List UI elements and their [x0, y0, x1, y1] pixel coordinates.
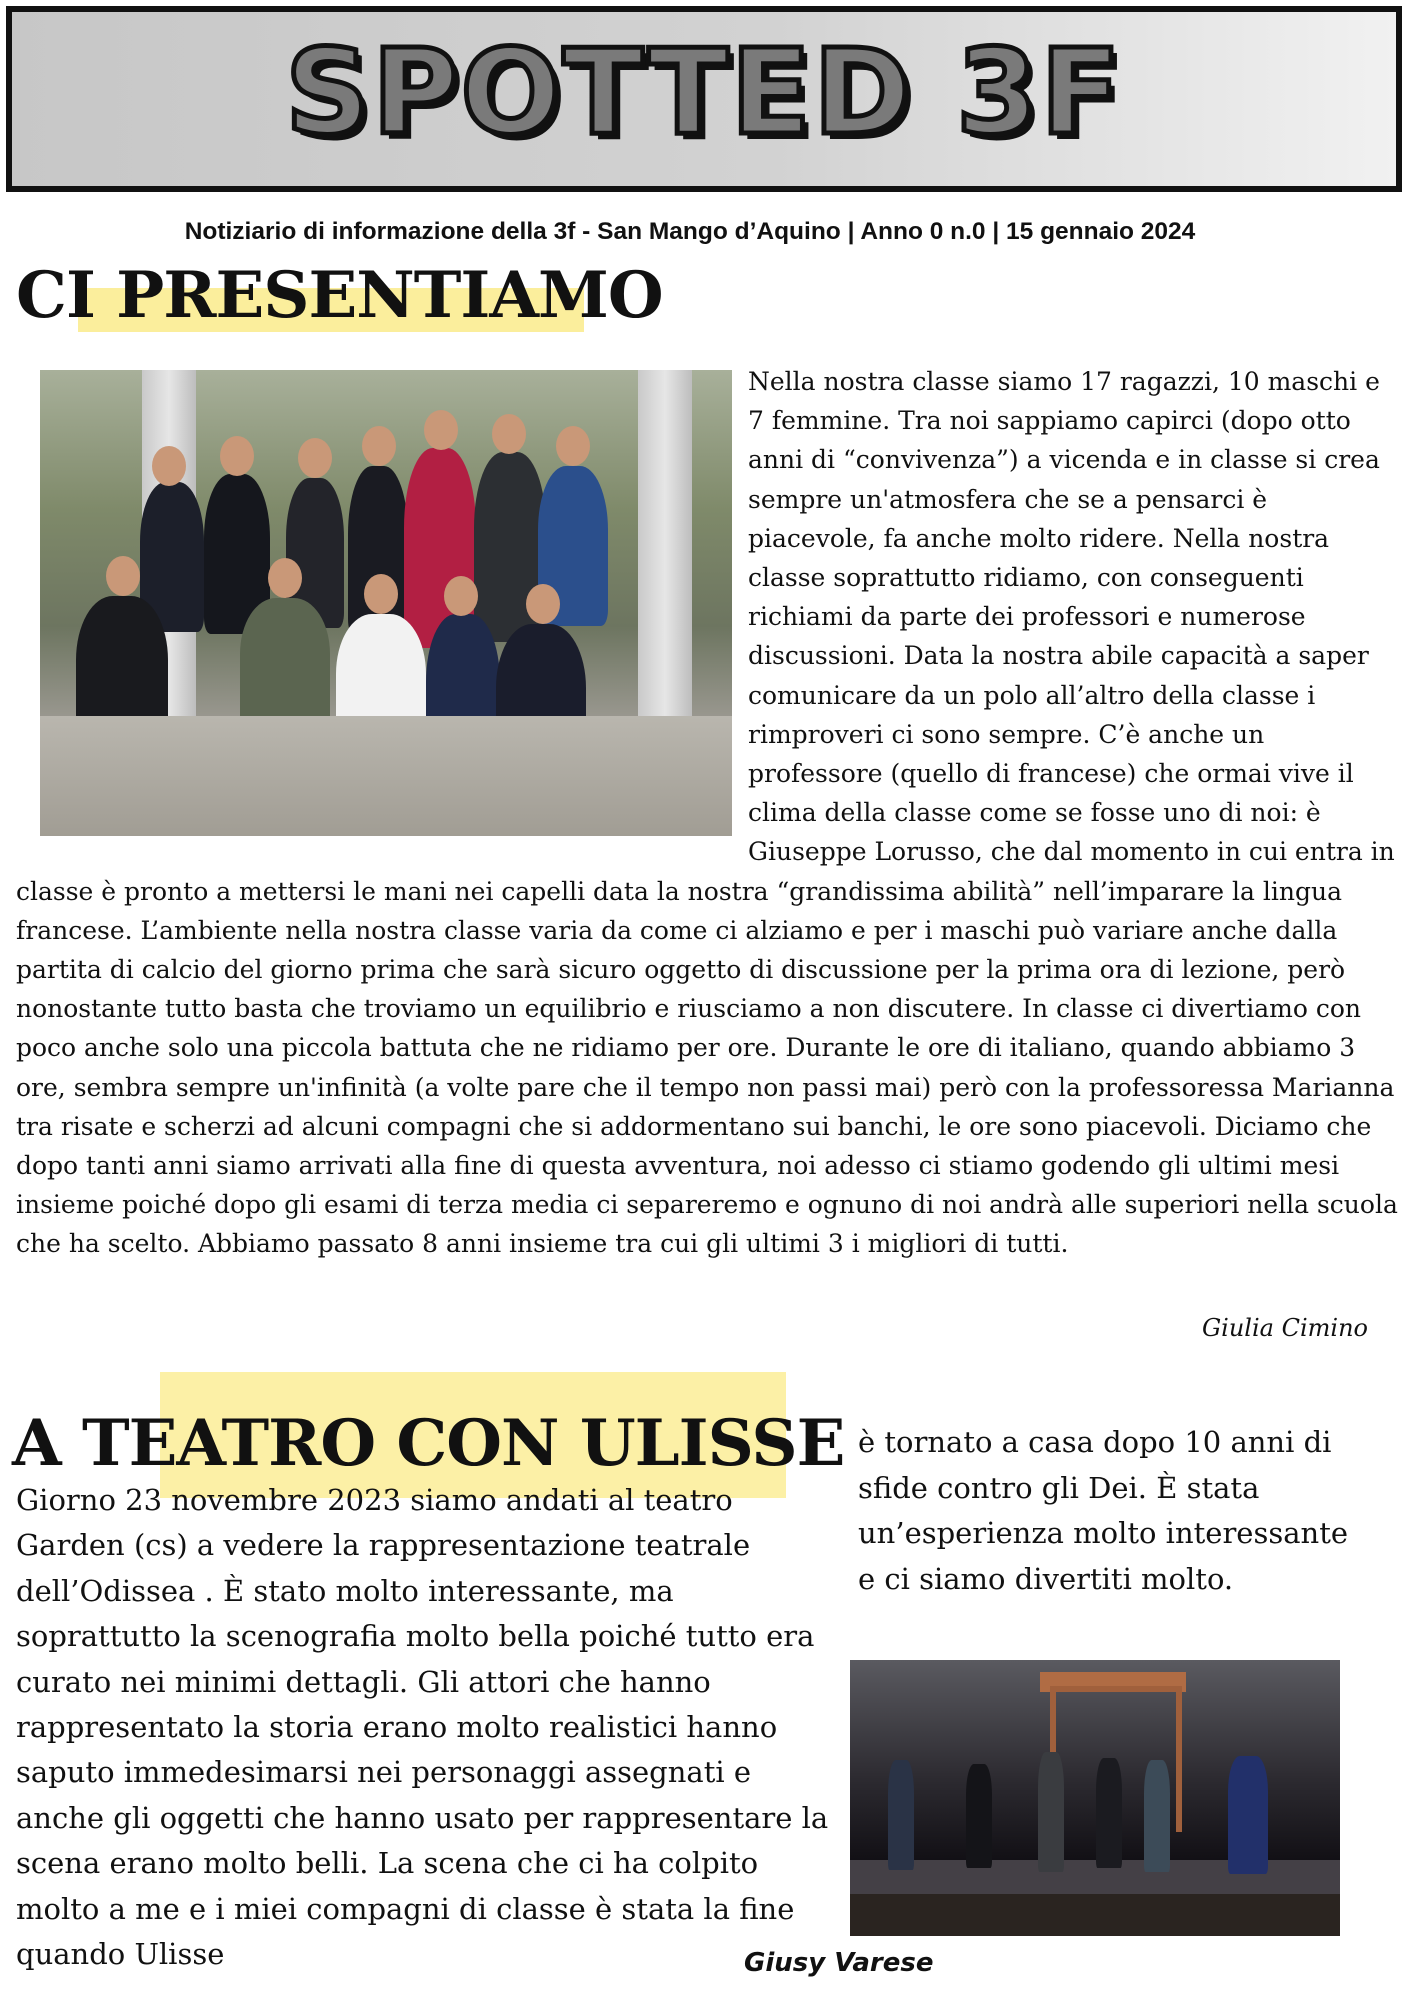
- class-photo: [40, 370, 732, 836]
- article2-headline: A TEATRO CON ULISSE: [12, 1406, 845, 1481]
- article2-body-left: Giorno 23 novembre 2023 siamo andati al teatro Garden (cs) a vedere la rappresentazione teatrale dell’Odissea . È stato molto interessante, ma soprattutto la scenografia molto bella poiché tutto era curato nei minimi dettagli. Gli attori che hanno rappresentato la storia erano molto realistici hanno saputo immedesimarsi nei personaggi assegnati e anche gli oggetti che hanno usato per rappresentare la scena erano molto belli. La scena che ci ha colpito molto a me e i miei compagni di classe è stata la fine quando Ulisse: [16, 1483, 829, 1972]
- article1-body: Nella nostra classe siamo 17 ragazzi, 10 maschi e 7 femmine. Tra noi sappiamo capirci (dopo otto anni di “convivenza”) a vicenda e in classe si crea sempre un'atmosfera che se a pensarci è piacevole, fa anche molto ridere. Nella nostra classe soprattutto ridiamo, con conseguenti richiami da parte dei professori e numerose discussioni. Data la nostra abile capacità a saper comunicare da un polo all’altro della classe i rimproveri ci sono sempre. C’è anche un professore (quello di francese) che ormai vive il clima della classe come se fosse uno di noi: è Giuseppe Lorusso, che dal momento in cui entra in classe è pronto a mettersi le mani nei capelli data la nostra “grandissima abilità” nell’imparare la lingua francese. L’ambiente nella nostra classe varia da come ci alziamo e per i maschi può variare anche dalla partita di calcio del giorno prima che sarà sicuro oggetto di discussione per la prima ora di lezione, però nonostante tutto basta che troviamo un equilibrio e riusciamo a non discutere. In classe ci divertiamo con poco anche solo una piccola battuta che ne ridiamo per ore. Durante le ore di italiano, quando abbiamo 3 ore, sembra sempre un'infinità (a volte pare che il tempo non passi mai) però con la professoressa Marianna tra risate e scherzi ad alcuni compagni che si addormentano sui banchi, le ore sono piacevoli. Diciamo che dopo tanti anni siamo arrivati alla fine di questa avventura, noi adesso ci stiamo godendo gli ultimi mesi insieme poiché dopo gli esami di terza media ci separeremo e ognuno di noi andrà alle superiori nella scuola che ha scelto. Abbiamo passato 8 anni insieme tra cui gli ultimi 3 i migliori di tutti.: [16, 367, 1398, 1259]
- article2-author: Giusy Varese: [744, 1948, 934, 1978]
- article2-body-right: è tornato a casa dopo 10 anni di sfide contro gli Dei. È stata un’esperienza molto interessante e ci siamo divertiti molto.: [858, 1425, 1349, 1596]
- article1-body-wrap: [16, 362, 1398, 1264]
- masthead: [6, 6, 1402, 192]
- article1-headline: CI PRESENTIAMO: [16, 258, 663, 333]
- article1-author: Giulia Cimino: [1202, 1314, 1368, 1342]
- issue-info: Notiziario di informazione della 3f - San Mango d’Aquino | Anno 0 n.0 | 15 gennaio 2024: [184, 218, 1196, 245]
- masthead-title: SPOTTED 3F: [285, 23, 1123, 161]
- theatre-photo: [850, 1660, 1340, 1936]
